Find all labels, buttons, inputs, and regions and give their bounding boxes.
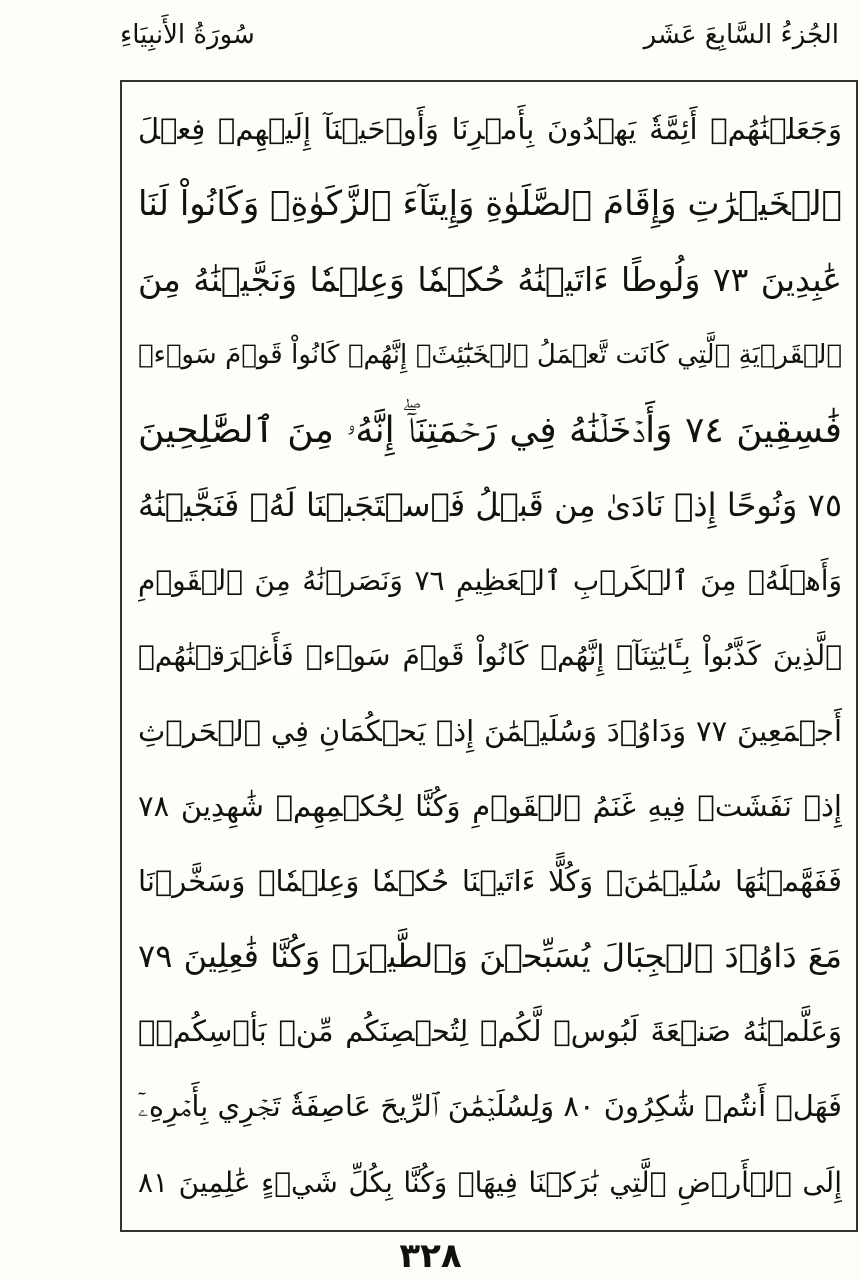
surah-title: سُورَةُ الأَنبِيَاءِ (120, 20, 255, 50)
verse-line-6: ٧٥ وَنُوحًا إِذۡ نَادَىٰ مِن قَبۡلُ فَٱسۡتَجَبۡنَا لَهُۥ فَنَجَّيۡنَٰهُ (138, 485, 842, 524)
verse-line-12: مَعَ دَاوُۥدَ ٱلۡجِبَالَ يُسَبِّحۡنَ وَٱلطَّيۡرَۚ وَكُنَّا فَٰعِلِينَ ٧٩ (138, 937, 842, 976)
juz-title: الجُزءُ السَّابِعَ عَشَر (643, 20, 839, 50)
verse-line-13: وَعَلَّمۡنَٰهُ صَنۡعَةَ لَبُوسٖ لَّكُمۡ لِتُحۡصِنَكُم مِّنۢ بَأۡسِكُمۡۖ (138, 1014, 842, 1049)
verse-line-3: عَٰبِدِينَ ٧٣ وَلُوطًا ءَاتَيۡنَٰهُ حُكۡمٗا وَعِلۡمٗا وَنَجَّيۡنَٰهُ مِنَ (138, 260, 842, 300)
page-number: ٣٢٨ (399, 1236, 462, 1276)
verse-line-5: فَٰسِقِينَ ٧٤ وَأَدۡخَلۡنَٰهُ فِي رَحۡمَتِنَآۖ إِنَّهُۥ مِنَ ٱلصَّٰلِحِينَ (138, 409, 842, 451)
verse-line-7: وَأَهۡلَهُۥ مِنَ ٱلۡكَرۡبِ ٱلۡعَظِيمِ ٧٦ وَنَصَرۡنَٰهُ مِنَ ٱلۡقَوۡمِ (138, 564, 842, 598)
verse-line-15: إِلَى ٱلۡأَرۡضِ ٱلَّتِي بَٰرَكۡنَا فِيهَاۚ وَكُنَّا بِكُلِّ شَيۡءٍ عَٰلِمِينَ ٨١ (138, 1165, 842, 1199)
verse-line-9: أَجۡمَعِينَ ٧٧ وَدَاوُۥدَ وَسُلَيۡمَٰنَ إِذۡ يَحۡكُمَانِ فِي ٱلۡحَرۡثِ (138, 713, 842, 748)
verse-text-block (138, 92, 842, 1220)
verse-line-1: وَجَعَلۡنَٰهُمۡ أَئِمَّةٗ يَهۡدُونَ بِأَمۡرِنَا وَأَوۡحَيۡنَآ إِلَيۡهِمۡ فِعۡلَ (138, 112, 842, 146)
verse-line-10: إِذۡ نَفَشَتۡ فِيهِ غَنَمُ ٱلۡقَوۡمِ وَكُنَّا لِحُكۡمِهِمۡ شَٰهِدِينَ ٧٨ (138, 788, 842, 823)
verse-line-11: فَفَهَّمۡنَٰهَا سُلَيۡمَٰنَۚ وَكُلًّا ءَاتَيۡنَا حُكۡمٗا وَعِلۡمٗاۚ وَسَخَّرۡنَا (138, 863, 842, 898)
verse-line-2: ٱلۡخَيۡرَٰتِ وَإِقَامَ ٱلصَّلَوٰةِ وَإِيتَآءَ ٱلزَّكَوٰةِۖ وَكَانُواْ لَنَا (138, 184, 842, 225)
page-header (0, 14, 861, 64)
verse-line-14: فَهَلۡ أَنتُمۡ شَٰكِرُونَ ٨٠ وَلِسُلَيۡمَٰنَ ٱلرِّيحَ عَاصِفَةٗ تَجۡرِي بِأَمۡرِهِۦٓ (138, 1089, 842, 1124)
verse-line-4: ٱلۡقَرۡيَةِ ٱلَّتِي كَانَت تَّعۡمَلُ ٱلۡخَبَٰٓئِثَۚ إِنَّهُمۡ كَانُواْ قَوۡمَ سَوۡءٖ (138, 339, 842, 370)
verse-line-8: ٱلَّذِينَ كَذَّبُواْ بِـَٔايَٰتِنَآۚ إِنَّهُمۡ كَانُواْ قَوۡمَ سَوۡءٖ فَأَغۡرَقۡنَٰهُمۡ (138, 639, 842, 673)
